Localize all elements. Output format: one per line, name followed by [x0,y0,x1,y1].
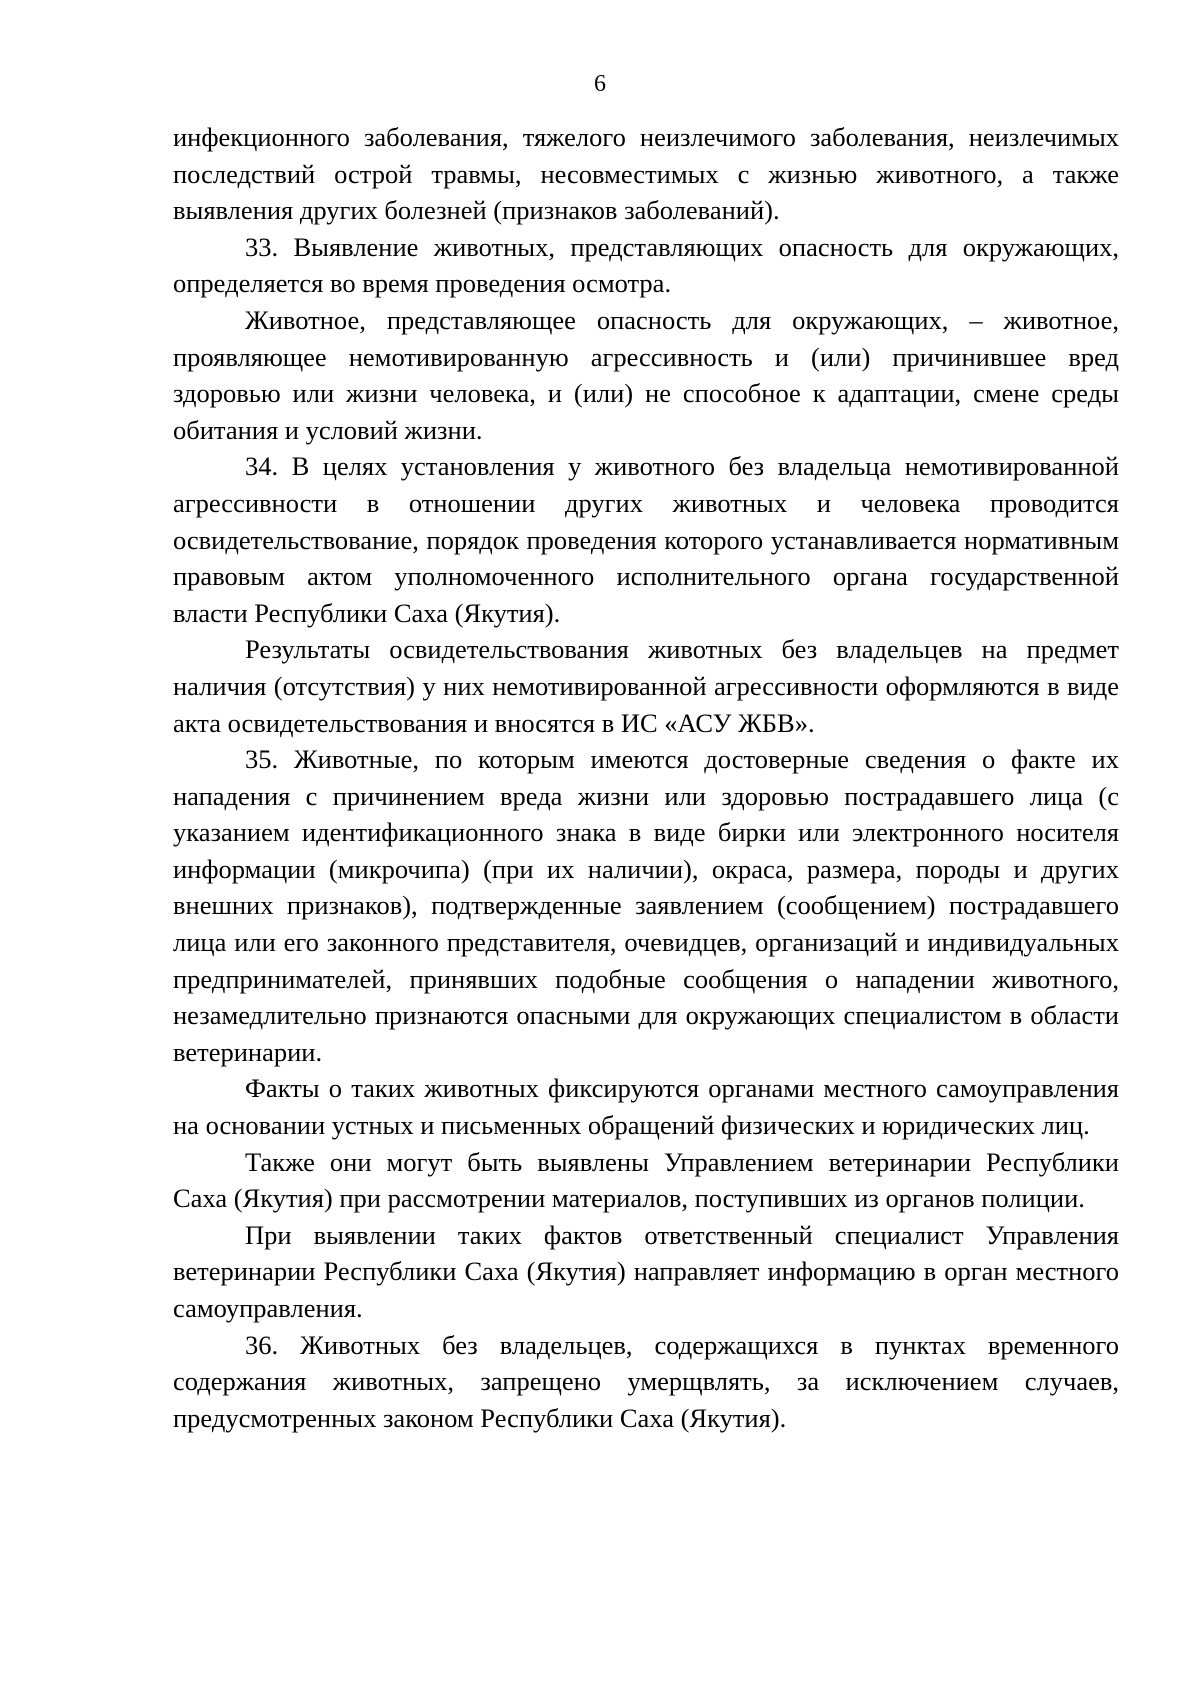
paragraph-35-notification: При выявлении таких фактов ответственный специалист Управления ветеринарии Республики Саха (Якутия) направляет информацию в орган местного самоуправления. [173,1219,1119,1323]
paragraph-34: 34. В целях установления у животного без владельца немотивированной агрессивности в отношении других животных и человека проводится освидетельствование, порядок проведения которого устанавливается нормативным правовым актом уполномоченного исполнительного органа государственной власти Республики Саха (Якутия). [173,451,1119,628]
paragraph-35: 35. Животные, по которым имеются достоверные сведения о факте их нападения с причинением вреда жизни или здоровью пострадавшего лица (с указанием идентификационного знака в виде бирки или электронного носителя информации (микрочипа) (при их наличии), окраса, размера, породы и других внешних признаков), подтвержденные заявлением (сообщением) пострадавшего лица или его законного представителя, очевидцев, организаций и индивидуальных предпринимателей, принявших подобные сообщения о нападении животного, незамедлительно признаются опасными для окружающих специалистом в области ветеринарии. [173,744,1119,1067]
paragraph-35-detection: Также они могут быть выявлены Управлением ветеринарии Республики Саха (Якутия) при рассмотрении материалов, поступивших из органов полиции. [173,1146,1119,1214]
paragraph-35-facts: Факты о таких животных фиксируются органами местного самоуправления на основании устных и письменных обращений физических и юридических лиц. [173,1073,1119,1141]
page-number: 6 [594,71,606,97]
document-body [173,119,1119,1436]
paragraph-continuation: инфекционного заболевания, тяжелого неизлечимого заболевания, неизлечимых последствий острой травмы, несовместимых с жизнью животного, а также выявления других болезней (признаков заболеваний). [173,122,1119,226]
paragraph-33: 33. Выявление животных, представляющих опасность для окружающих, определяется во время проведения осмотра. [173,231,1119,299]
paragraph-36: 36. Животных без владельцев, содержащихся в пунктах временного содержания животных, запрещено умерщвлять, за исключением случаев, предусмотренных законом Республики Саха (Якутия). [173,1329,1119,1433]
paragraph-33-definition: Животное, представляющее опасность для окружающих, – животное, проявляющее немотивированную агрессивность и (или) причинившее вред здоровью или жизни человека, и (или) не способное к адаптации, смене среды обитания и условий жизни. [173,304,1119,445]
paragraph-34-results: Результаты освидетельствования животных без владельцев на предмет наличия (отсутствия) у них немотивированной агрессивности оформляются в виде акта освидетельствования и вносятся в ИС «АСУ ЖБВ». [173,634,1119,738]
